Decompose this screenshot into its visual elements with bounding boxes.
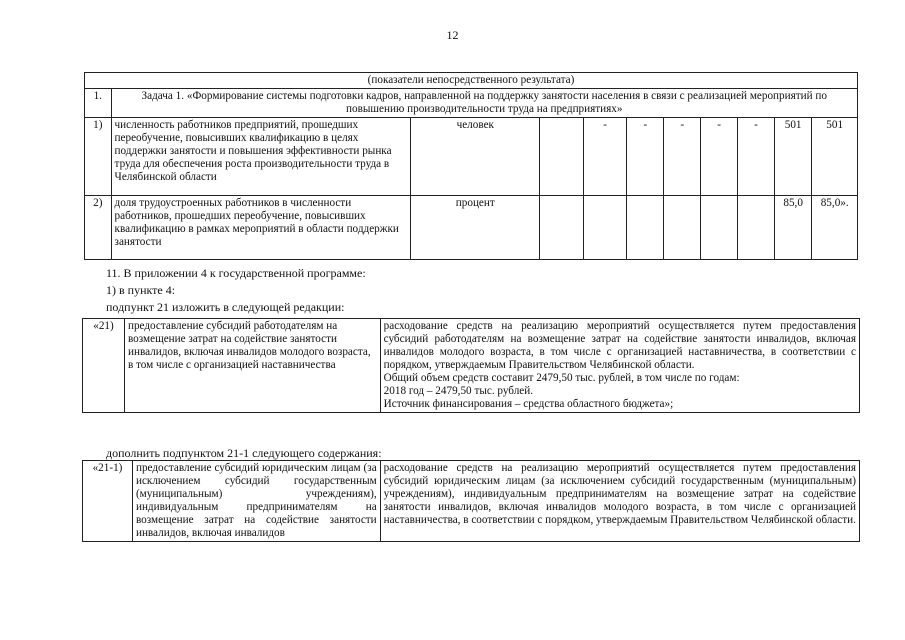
table-header: (показатели непосредственного результата) <box>85 73 858 89</box>
page-number: 12 <box>446 28 459 42</box>
value-cell: - <box>701 118 738 196</box>
paragraph-item-1: 1) в пункте 4: <box>106 283 176 297</box>
value-cell: - <box>583 118 627 196</box>
value-cell <box>583 196 627 260</box>
row-number: 2) <box>85 196 112 260</box>
value-cell: - <box>664 118 701 196</box>
table-header-row <box>85 73 858 89</box>
funding-total: Общий объем средств составит 2479,50 тыс. рублей, в том числе по годам: <box>383 372 740 384</box>
paragraph-add-subitem: дополнить подпунктом 21-1 следующего содержания: <box>106 446 382 460</box>
indicator-name: доля трудоустроенных работников в численности работников, прошедших переобучение, повысивших квалификацию в рамках мероприятий в области поддержки занятости <box>111 196 411 260</box>
table-row <box>85 118 858 196</box>
subitem-name: предоставление субсидий юридическим лицам (за исключением субсидий государственным (муниципальным) учреждениям), индивидуальным предпринимателям на возмещение затрат на содействие занятости инвалидов, включая инвалидов <box>132 461 380 542</box>
task-title: Задача 1. «Формирование системы подготовки кадров, направленной на поддержку занятости населения в связи с реализацией мероприятий по повышению производительности труда на предприятиях» <box>111 89 857 118</box>
subitem-21-table <box>82 318 860 413</box>
indicator-unit: человек <box>411 118 540 196</box>
value-cell <box>540 118 583 196</box>
indicator-unit: процент <box>411 196 540 260</box>
task-row <box>85 89 858 118</box>
subitem-number: «21-1) <box>83 461 133 542</box>
value-cell: - <box>627 118 664 196</box>
value-cell <box>540 196 583 260</box>
value-cell <box>627 196 664 260</box>
subitem-number: «21) <box>83 319 125 413</box>
subitem-description: расходование средств на реализацию мероприятий осуществляется путем предоставления субсидий юридическим лицам (за исключением субсидий государственным (муниципальным) учреждениям), индивидуальным предпринимателям на возмещение затрат на содействие занятости инвалидов, включая инвалидов молодого возраста, в том числе с организацией наставничества, в соответствии с порядком, утверждаемым Правительством Челябинской области. <box>380 461 859 542</box>
value-cell <box>664 196 701 260</box>
table-row <box>85 196 858 260</box>
table-row <box>83 461 860 542</box>
value-cell: 501 <box>774 118 812 196</box>
value-cell <box>738 196 775 260</box>
value-cell <box>701 196 738 260</box>
subitem-name: предоставление субсидий работодателям на возмещение затрат на содействие занятости инвалидов, включая инвалидов молодого возраста, в том числе с организацией наставничества <box>124 319 380 413</box>
table-row <box>83 319 860 413</box>
value-cell: 85,0». <box>812 196 858 260</box>
indicator-name: численность работников предприятий, прошедших переобучение, повысивших квалификацию в целях поддержки занятости и повышения эффективности рынка труда для обеспечения роста производительности труда в Челябинской области <box>111 118 411 196</box>
funding-source: Источник финансирования – средства областного бюджета»; <box>383 398 674 410</box>
task-number: 1. <box>85 89 112 118</box>
subitem-description <box>380 319 859 413</box>
value-cell: 501 <box>812 118 858 196</box>
indicators-table <box>84 72 858 260</box>
value-cell: - <box>738 118 775 196</box>
paragraph-11: 11. В приложении 4 к государственной программе: <box>106 266 366 280</box>
funding-by-year: 2018 год – 2479,50 тыс. рублей. <box>383 385 534 397</box>
row-number: 1) <box>85 118 112 196</box>
subitem-21-1-table <box>82 460 860 542</box>
value-cell: 85,0 <box>774 196 812 260</box>
description-text: расходование средств на реализацию мероприятий осуществляется путем предоставления субсидий работодателям на возмещение затрат на содействие занятости инвалидов, включая инвалидов молодого возраста, в том числе с организацией наставничества, в соответствии с порядком, утверждаемым Правительством Челябинской области. <box>383 320 856 371</box>
paragraph-subitem-21: подпункт 21 изложить в следующей редакции: <box>106 300 345 314</box>
